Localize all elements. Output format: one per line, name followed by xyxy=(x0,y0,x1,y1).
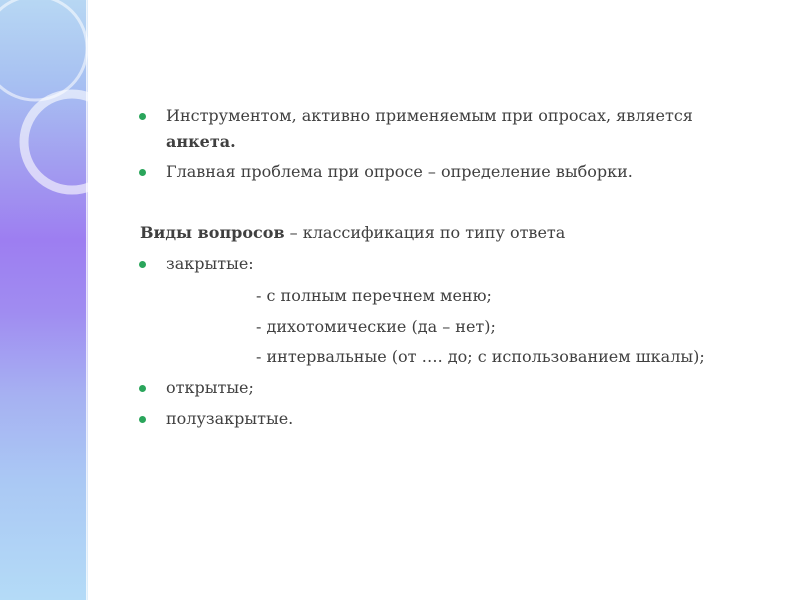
bullet-dot xyxy=(139,385,146,392)
types-heading xyxy=(140,223,565,243)
bullet-dot xyxy=(139,261,146,268)
bullet-dot xyxy=(139,169,146,176)
closed-subitem-2: - дихотомические (да – нет); xyxy=(256,317,496,336)
closed-label: закрытые: xyxy=(166,254,254,273)
bullet-dot xyxy=(139,113,146,120)
bullet-1-line-1: Инструментом, активно применяемым при опросах, является xyxy=(166,106,693,125)
bullet-1-line-2: анкета. xyxy=(166,132,236,151)
bullet-dot xyxy=(139,416,146,423)
closed-subitem-1: - с полным перечнем меню; xyxy=(256,286,492,305)
bullet-2-text: Главная проблема при опросе – определение выборки. xyxy=(166,162,633,181)
types-heading-rest: – классификация по типу ответа xyxy=(284,223,566,242)
closed-subitem-3: - интервальные (от …. до; с использованием шкалы); xyxy=(256,347,705,366)
types-heading-bold: Виды вопросов xyxy=(140,223,285,242)
open-label: открытые; xyxy=(166,378,254,397)
semi-closed-label: полузакрытые. xyxy=(166,409,294,428)
